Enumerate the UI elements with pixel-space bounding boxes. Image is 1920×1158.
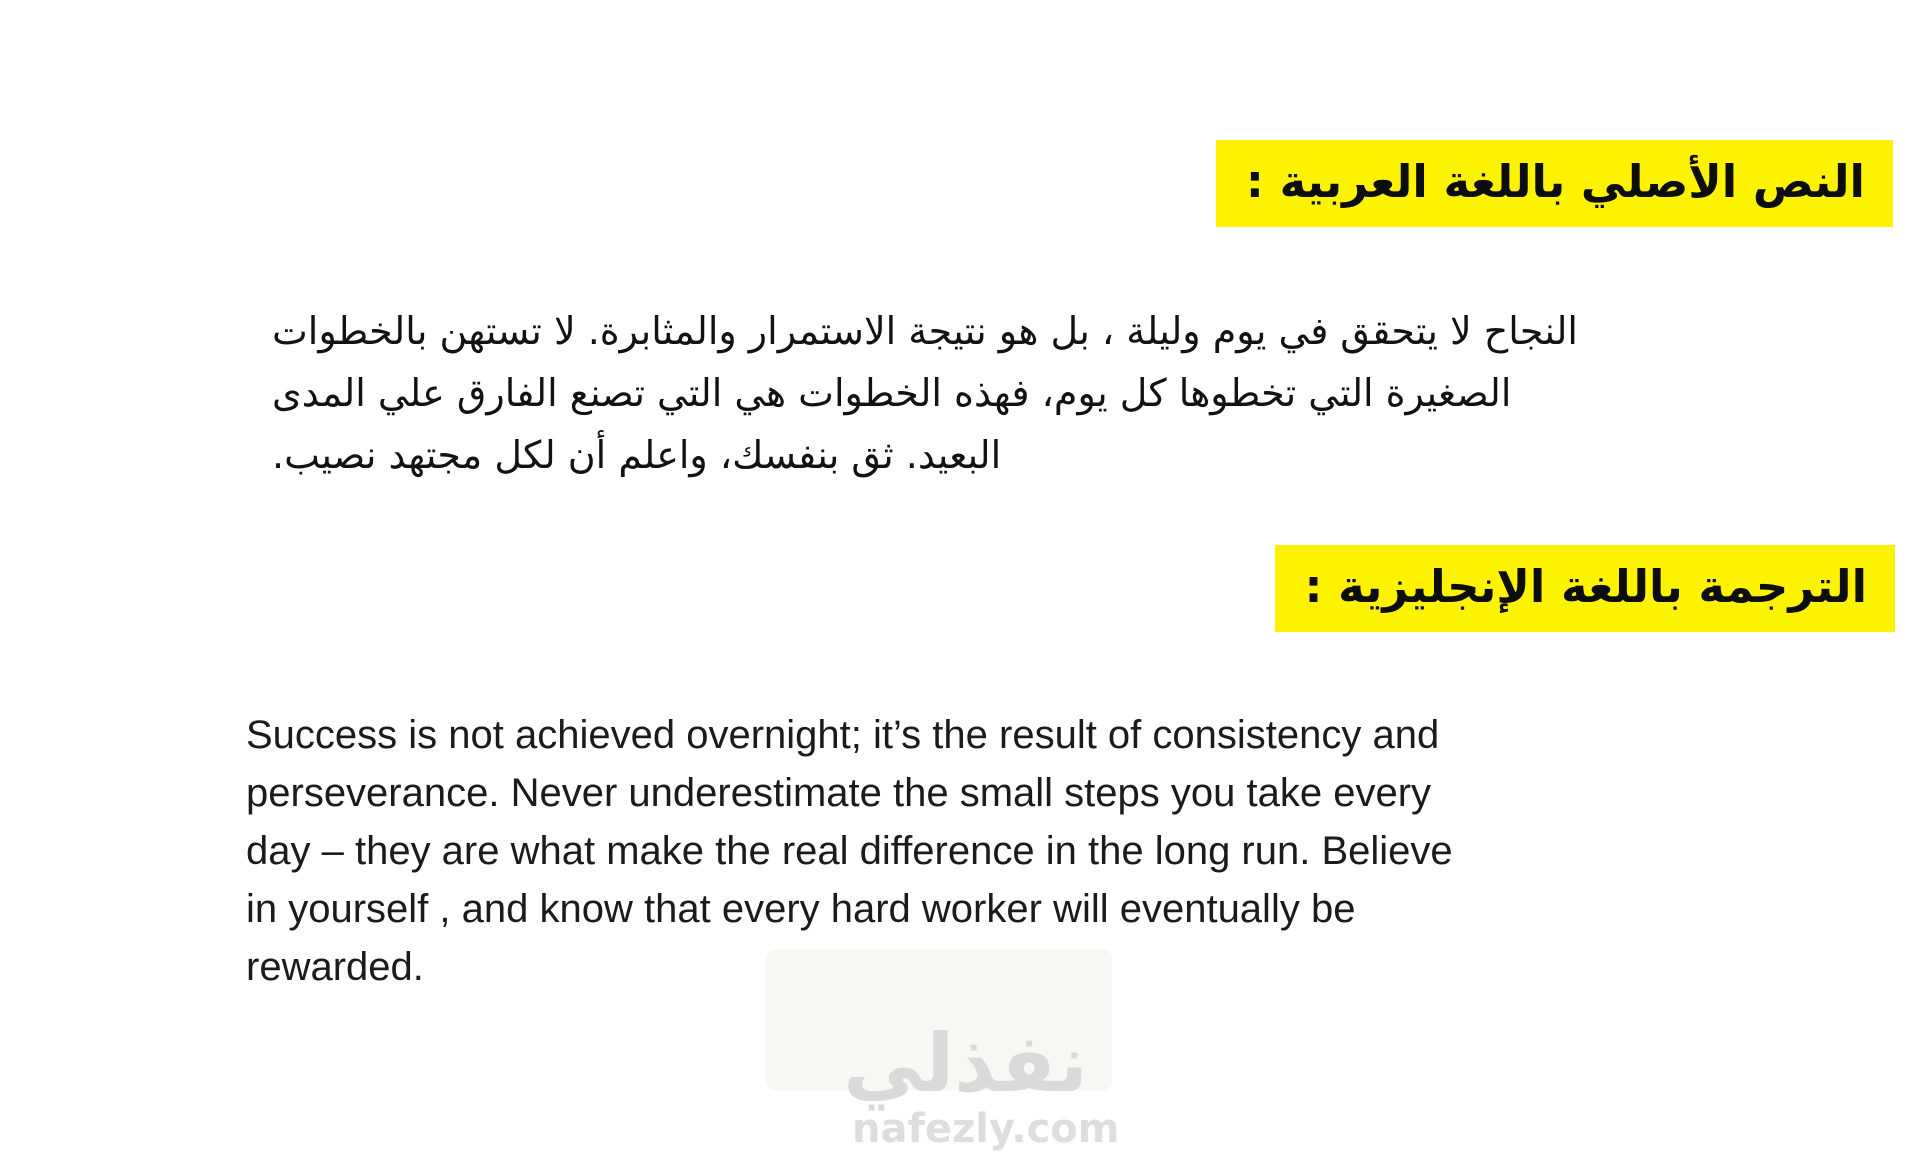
arabic-paragraph-line: النجاح لا يتحقق في يوم وليلة ، بل هو نتيجة الاستمرار والمثابرة. لا تستهن بالخطوات xyxy=(272,309,1578,353)
english-translation-heading: الترجمة باللغة الإنجليزية : xyxy=(1275,545,1896,632)
arabic-paragraph xyxy=(272,300,1692,486)
english-paragraph-line: in yourself , and know that every hard worker will eventually be xyxy=(246,887,1356,931)
arabic-paragraph-line: الصغيرة التي تخطوها كل يوم، فهذه الخطوات هي التي تصنع الفارق علي المدى xyxy=(272,371,1512,415)
english-paragraph-line: rewarded. xyxy=(246,945,424,989)
english-paragraph-line: perseverance. Never underestimate the small steps you take every xyxy=(246,771,1432,815)
watermark-site-url: nafezly.com xyxy=(852,1106,1120,1152)
english-paragraph-line: day – they are what make the real difference in the long run. Believe xyxy=(246,829,1453,873)
english-paragraph-line: Success is not achieved overnight; it’s the result of consistency and xyxy=(246,713,1440,757)
english-paragraph xyxy=(246,706,1666,996)
arabic-paragraph-line: البعيد. ثق بنفسك، واعلم أن لكل مجتهد نصيب. xyxy=(272,433,1002,477)
nafezly-logo: نفذلي xyxy=(843,1017,1088,1110)
arabic-source-heading: النص الأصلي باللغة العربية : xyxy=(1216,140,1893,227)
